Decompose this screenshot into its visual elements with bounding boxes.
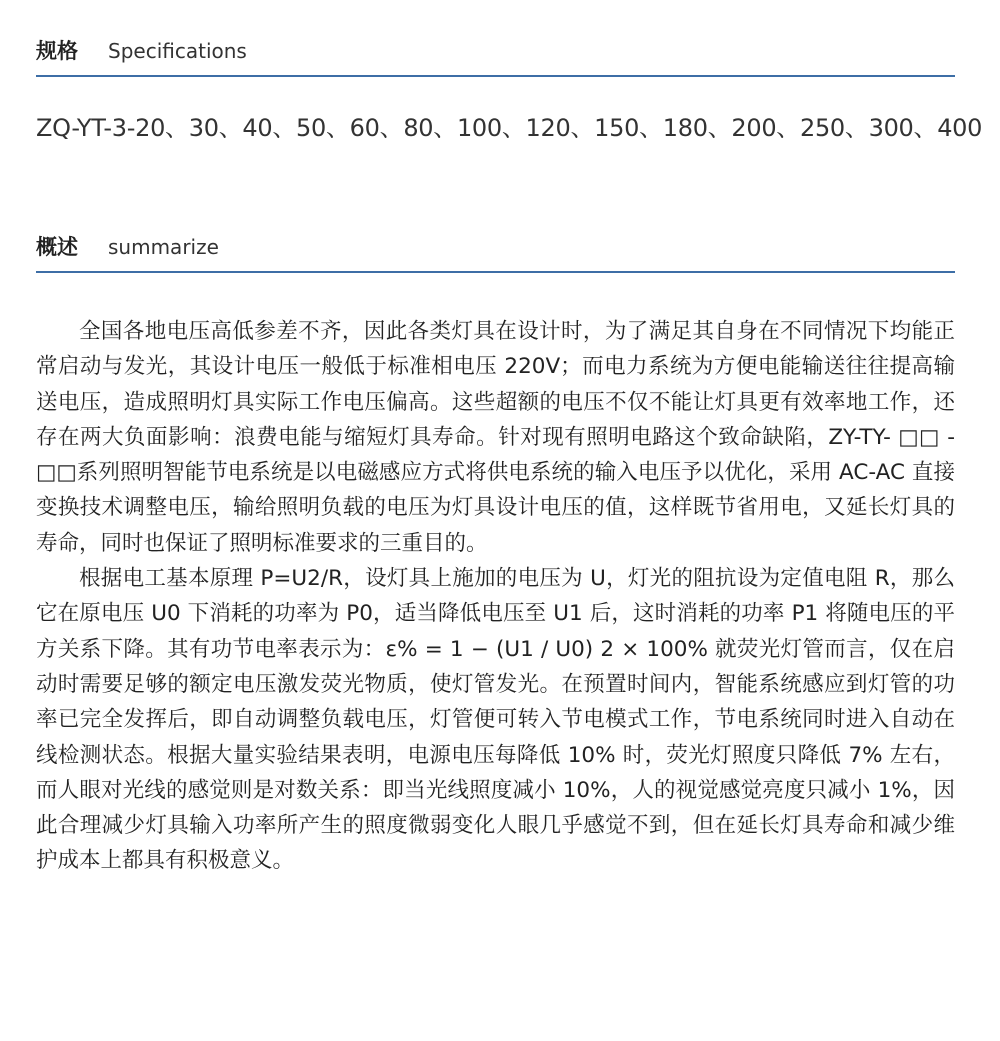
specifications-model-list: ZQ-YT-3-20、30、40、50、60、80、100、120、150、180、200、250、300、400 [36, 114, 983, 142]
summary-title-cn: 概述 [36, 235, 78, 259]
summary-title-en: summarize [108, 235, 219, 259]
summary-header [36, 234, 955, 273]
specifications-header [36, 38, 955, 77]
specifications-title-cn: 规格 [36, 39, 78, 63]
summary-paragraph-2: 根据电工基本原理 P=U2/R，设灯具上施加的电压为 U，灯光的阻抗设为定值电阻 R，那么它在原电压 U0 下消耗的功率为 P0，适当降低电压至 U1 后，这时消耗的功率 P1 将随电压的平方关系下降。其有功节电率表示为：ε% = 1 − (U1 / U0) 2 × 100% 就荧光灯管而言，仅在启动时需要足够的额定电压激发荧光物质，使灯管发光。在预置时间内，智能系统感应到灯管的功率已完全发挥后，即自动调整负载电压，灯管便可转入节电模式工作，节电系统同时进入自动在线检测状态。根据大量实验结果表明，电源电压每降低 10% 时，荧光灯照度只降低 7% 左右，而人眼对光线的感觉则是对数关系：即当光线照度减小 10%，人的视觉感觉亮度只减小 1%，因此合理减少灯具输入功率所产生的照度微弱变化人眼几乎感觉不到，但在延长灯具寿命和减少维护成本上都具有积极意义。 [36, 566, 955, 874]
summary-body [36, 314, 955, 879]
specifications-title-en: Specifications [108, 39, 247, 63]
summary-paragraph-1: 全国各地电压高低参差不齐，因此各类灯具在设计时，为了满足其自身在不同情况下均能正常启动与发光，其设计电压一般低于标准相电压 220V；而电力系统为方便电能输送往往提高输送电压，造成照明灯具实际工作电压偏高。这些超额的电压不仅不能让灯具更有效率地工作，还存在两大负面影响：浪费电能与缩短灯具寿命。针对现有照明电路这个致命缺陷，ZY-TY- □□ - □□系列照明智能节电系统是以电磁感应方式将供电系统的输入电压予以优化，采用 AC-AC 直接变换技术调整电压，输给照明负载的电压为灯具设计电压的值，这样既节省用电，又延长灯具的寿命，同时也保证了照明标准要求的三重目的。 [36, 319, 955, 556]
